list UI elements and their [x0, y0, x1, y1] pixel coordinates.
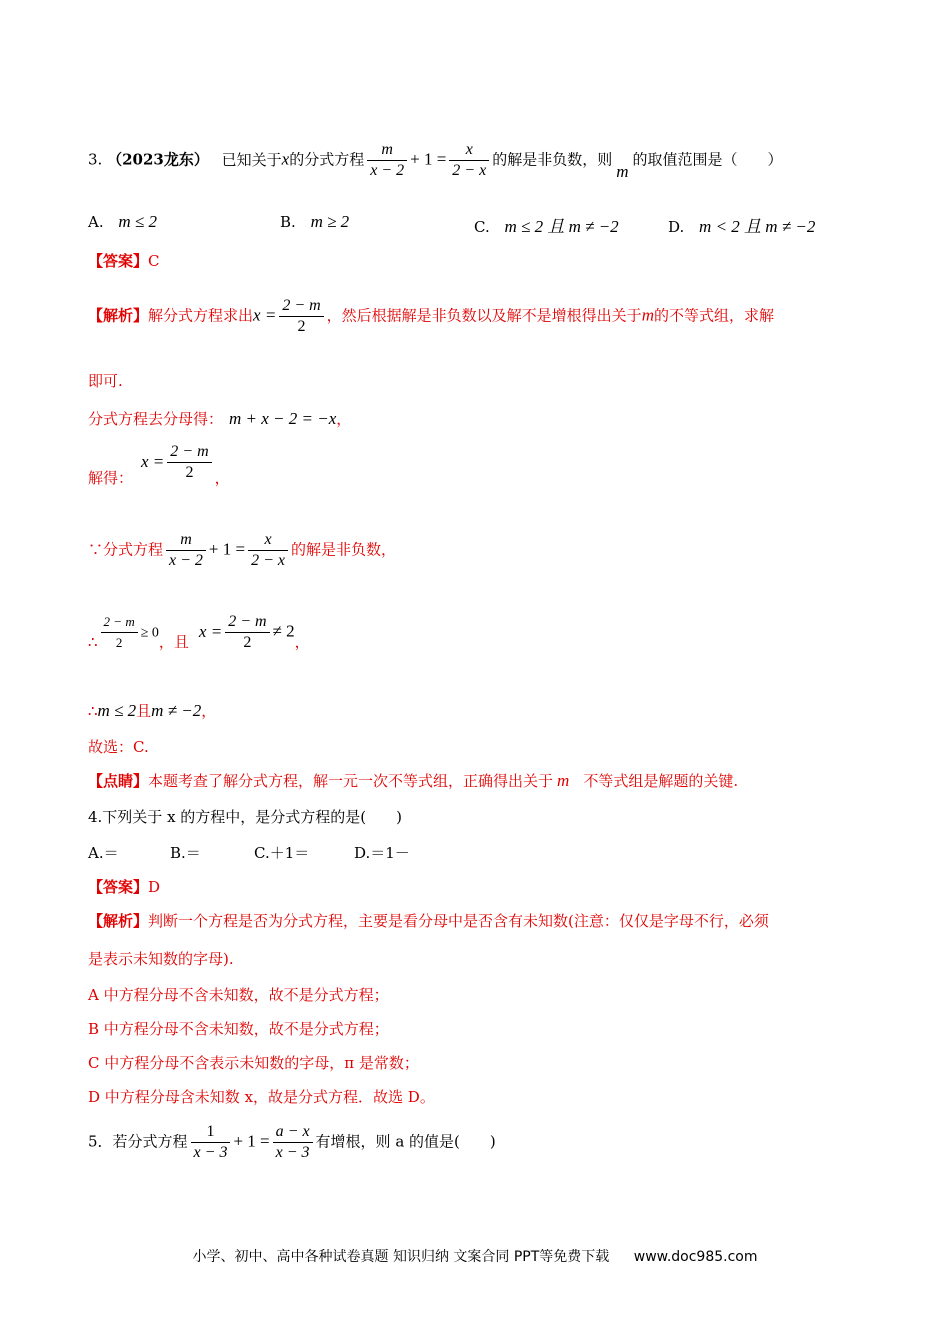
- q3-text2: 的分式方程: [289, 150, 365, 169]
- q4-option-a: A.＝: [88, 844, 119, 862]
- q3-step4: ∴ $\frac{2 - m}{2}$ ≥ 0，且x = $\frac{2 - m}{2}$ ≠ 2，: [88, 613, 310, 651]
- q4-analysis-cont: 是表示未知数的字母).: [88, 950, 234, 968]
- footer-link[interactable]: www.doc985.com: [633, 1249, 758, 1265]
- q3-analysis-cont: 即可.: [88, 372, 123, 390]
- q3-var-x: x: [281, 149, 290, 169]
- q4-option-b: B.＝: [170, 844, 201, 862]
- q3-step5: ∴m ≤ 2且m ≠ −2，: [88, 701, 217, 720]
- footer-text: 小学、初中、高中各种试卷真题 知识归纳 文案合同 PPT等免费下载: [192, 1249, 610, 1265]
- q4-question: 4.下列关于 x 的方程中，是分式方程的是( ): [88, 808, 403, 826]
- q3-option-c: C. m ≤ 2 且 m ≠ −2: [474, 217, 619, 236]
- q4-answer: 【答案】D: [88, 878, 161, 896]
- q3-text1: 已知关于: [221, 150, 282, 169]
- q3-choose: 故选：C.: [88, 738, 149, 756]
- q3-answer: 【答案】C: [88, 252, 160, 270]
- q3-option-b: B. m ≥ 2: [280, 212, 350, 231]
- q4-analysis: 【解析】判断一个方程是否为分式方程，主要是看分母中是否含有未知数(注意：仅仅是字母不行，必须: [88, 912, 769, 930]
- q5-question: 5．若分式方程 $\frac{1}{x - 3}$ + 1 = $\frac{a - x}{x - 3}$ 有增根，则 a 的值是( ): [88, 1123, 496, 1161]
- q3-source: （2023龙东）: [107, 150, 209, 169]
- q3-comment: 【点睛】本题考查了解分式方程，解一元一次不等式组，正确得出关于 m 不等式组是解题的关键.: [88, 771, 739, 790]
- page-footer: [0, 1246, 950, 1266]
- q4-option-c: C.＋1＝: [254, 844, 310, 862]
- q3-fraction-2: $\frac{x}{2 - x}$: [449, 140, 489, 181]
- q3-fraction-1: $\frac{m}{x - 2}$: [367, 140, 407, 181]
- q3-step2: 解得：x = $\frac{2 - m}{2}$ ，: [88, 443, 230, 487]
- q3-text4: 的取值范围是（ ）: [632, 150, 783, 169]
- q4-line-c: C 中方程分母不含表示未知数的字母，π 是常数；: [88, 1054, 419, 1072]
- q3-question: [88, 140, 783, 181]
- q3-option-d: D. m < 2 且 m ≠ −2: [668, 217, 816, 236]
- q4-line-b: B 中方程分母不含未知数，故不是分式方程；: [88, 1020, 389, 1038]
- q4-line-a: A 中方程分母不含未知数，故不是分式方程；: [88, 986, 389, 1004]
- q3-analysis: 【解析】解分式方程求出x = $\frac{2 - m}{2}$ ，然后根据解是非负数以及解不是增根得出关于m的不等式组，求解: [88, 297, 774, 335]
- q3-option-a: A. m ≤ 2: [88, 212, 157, 231]
- q3-text3: 的解是非负数，则: [492, 150, 613, 169]
- q3-step3: ∵分式方程 $\frac{m}{x - 2}$ + 1 = $\frac{x}{2 - x}$ 的解是非负数，: [88, 531, 397, 569]
- q3-plus-one: + 1 =: [410, 149, 447, 169]
- q4-option-d: D.＝1－: [354, 844, 410, 862]
- q4-line-d: D 中方程分母含未知数 x，故是分式方程．故选 D。: [88, 1088, 435, 1106]
- q3-step1: 分式方程去分母得： m + x − 2 = −x，: [88, 409, 352, 428]
- q3-var-m: m: [616, 161, 629, 181]
- q3-number: 3.: [88, 150, 103, 169]
